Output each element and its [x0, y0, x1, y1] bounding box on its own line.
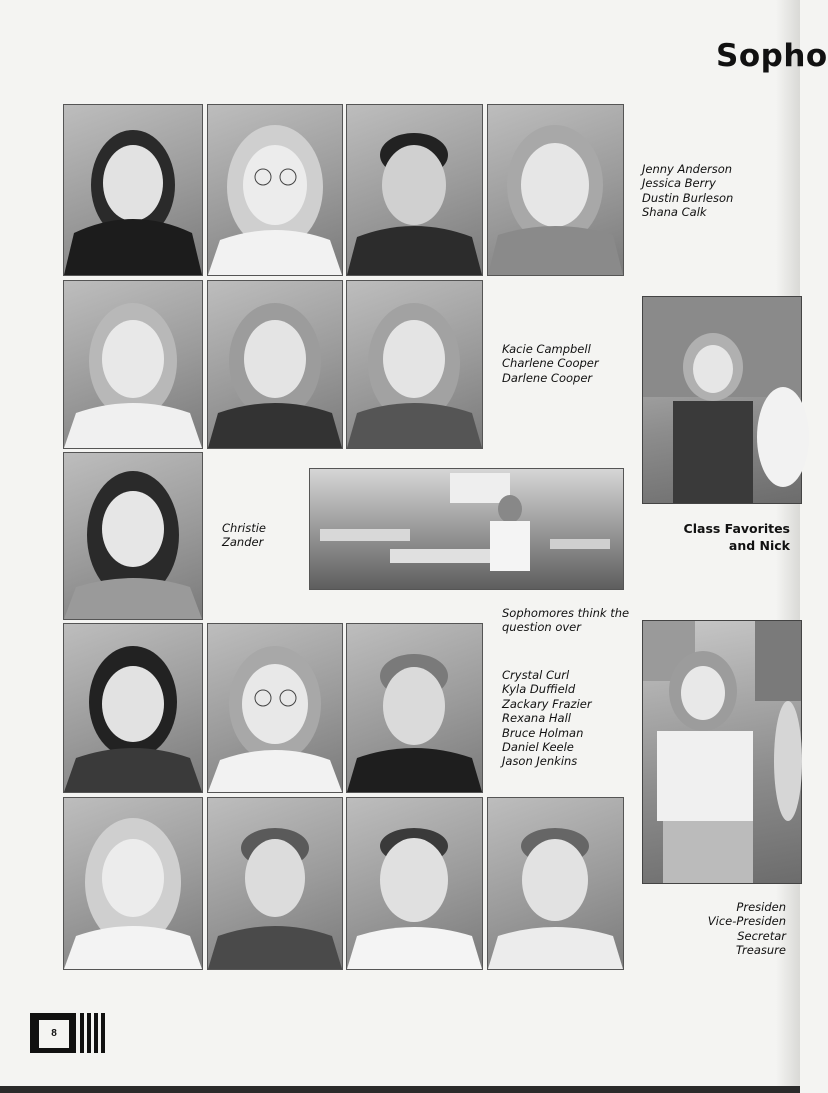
- officer-title: Vice-Presiden: [707, 914, 786, 929]
- portrait-charlene-cooper: [207, 280, 343, 449]
- portrait-daniel-keele: [346, 797, 483, 970]
- portrait-christie-zander: [63, 452, 203, 620]
- student-name: Jenny Anderson: [642, 162, 733, 176]
- page-title: Sopho: [716, 38, 828, 74]
- names-row4: [502, 668, 592, 769]
- student-name: Kyla Duffield: [502, 682, 576, 697]
- classroom-photo: [309, 468, 624, 590]
- student-name: Christie: [222, 521, 267, 535]
- portrait-jenny-anderson: [63, 104, 203, 276]
- names-row3: [222, 521, 266, 550]
- folio-stripe: [80, 1013, 84, 1053]
- caption-line: and Nick: [728, 538, 790, 553]
- portrait-jessica-berry: [207, 104, 343, 276]
- bottom-edge: [0, 1086, 800, 1093]
- officers-list: [708, 900, 786, 958]
- folio-stripe: [101, 1013, 105, 1053]
- officer-title: Presiden: [736, 900, 786, 914]
- student-name: Daniel Keele: [502, 740, 574, 755]
- student-name: Jessica Berry: [642, 176, 716, 191]
- names-row1: [642, 162, 733, 220]
- portrait-jason-jenkins: [487, 797, 624, 970]
- officer-title: Secretar: [737, 928, 786, 943]
- folio-stripe: [87, 1013, 91, 1053]
- student-name: Zackary Frazier: [502, 696, 592, 711]
- student-name: Crystal Curl: [502, 668, 570, 682]
- page-number: 8: [38, 1019, 70, 1049]
- student-name: Bruce Holman: [502, 725, 584, 740]
- portrait-zackary-frazier: [346, 623, 483, 793]
- page-number-folio: [30, 1013, 106, 1055]
- folio-stripe: [94, 1013, 98, 1053]
- student-name: Shana Calk: [642, 205, 707, 220]
- class-favorites-caption: [684, 520, 790, 554]
- portrait-shana-calk: [487, 104, 624, 276]
- portrait-kacie-campbell: [63, 280, 203, 449]
- portrait-bruce-holman: [207, 797, 343, 970]
- portrait-rexana-hall: [63, 797, 203, 970]
- student-name: Zander: [222, 535, 264, 550]
- student-name: Charlene Cooper: [502, 356, 599, 371]
- caption-line: Class Favorites: [683, 521, 790, 536]
- portrait-dustin-burleson: [346, 104, 483, 276]
- student-name: Rexana Hall: [502, 711, 571, 726]
- student-name: Darlene Cooper: [502, 370, 593, 385]
- class-officers-photo: [642, 620, 802, 884]
- class-favorites-photo: [642, 296, 802, 504]
- names-row2: [502, 342, 599, 385]
- classroom-caption: [502, 606, 629, 635]
- portrait-darlene-cooper: [346, 280, 483, 449]
- student-name: Dustin Burleson: [642, 190, 734, 205]
- officer-title: Treasure: [735, 943, 786, 958]
- student-name: Kacie Campbell: [502, 342, 591, 356]
- student-name: Jason Jenkins: [502, 754, 578, 769]
- portrait-crystal-curl: [63, 623, 203, 793]
- caption-line: Sophomores think the: [502, 606, 630, 620]
- caption-line: question over: [502, 620, 581, 635]
- portrait-kyla-duffield: [207, 623, 343, 793]
